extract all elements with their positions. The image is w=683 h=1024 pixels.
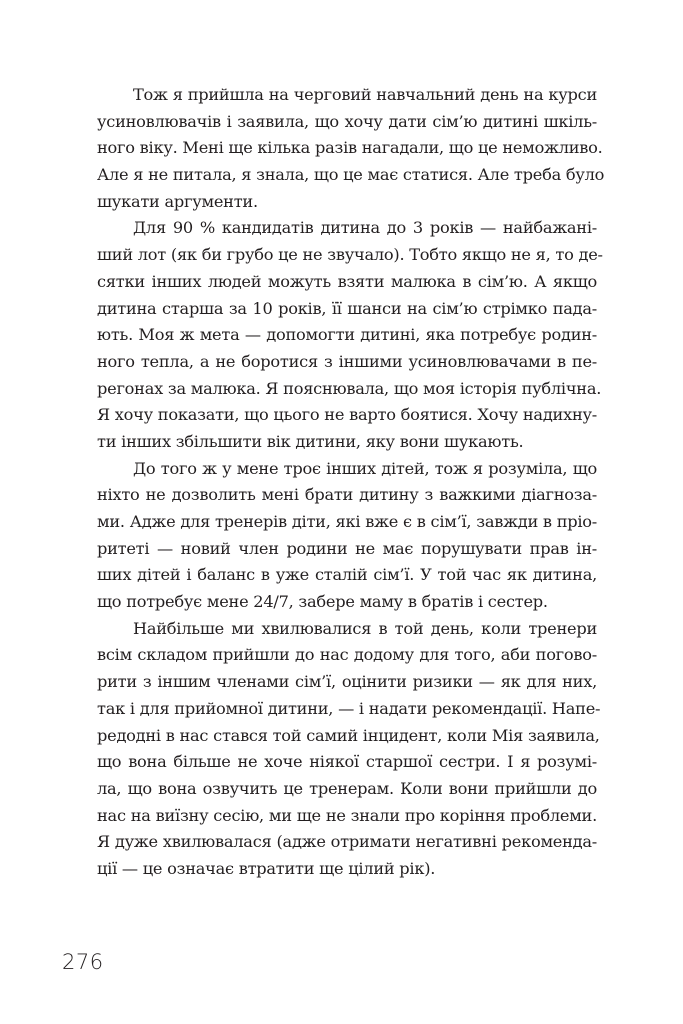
text-line: Найбільше ми хвилювалися в той день, коли тренери bbox=[133, 618, 597, 638]
paragraph bbox=[97, 616, 601, 883]
text-line: що вона більше не хоче ніякої старшої сестри. І я розумі- bbox=[97, 752, 597, 772]
text-line: всім складом прийшли до нас додому для того, аби погово- bbox=[97, 645, 597, 665]
text-line: сятки інших людей можуть взяти малюка в сім’ю. А якщо bbox=[97, 271, 597, 291]
text-line: До того ж у мене троє інших дітей, тож я розуміла, що bbox=[133, 458, 597, 478]
text-line: Я хочу показати, що цього не варто боятися. Хочу надихну- bbox=[97, 405, 597, 425]
text-line: ють. Моя ж мета — допомогти дитині, яка потребує родин- bbox=[97, 325, 597, 345]
text-line: Але я не питала, я знала, що це має статися. Але треба було bbox=[97, 165, 605, 185]
text-line: так і для прийомної дитини, — і надати рекомендації. Напе- bbox=[97, 698, 601, 718]
text-line: ших дітей і баланс в уже сталій сім’ї. У той час як дитина, bbox=[97, 565, 597, 585]
text-line: редодні в нас стався той самий інцидент, коли Мія заявила, bbox=[97, 725, 600, 745]
text-line: Для 90 % кандидатів дитина до 3 років — найбажані- bbox=[133, 218, 597, 238]
text-line: ший лот (як би грубо це не звучало). Тобто якщо не я, то де- bbox=[97, 245, 603, 265]
text-line: що потребує мене 24/7, забере маму в братів і сестер. bbox=[97, 592, 548, 612]
text-line: ніхто не дозволить мені брати дитину з важкими діагноза- bbox=[97, 485, 597, 505]
text-line: ритеті — новий член родини не має порушувати прав ін- bbox=[97, 538, 597, 558]
body-text bbox=[97, 82, 605, 883]
text-line: ми. Адже для тренерів діти, які вже є в сім’ї, завжди в пріо- bbox=[97, 512, 597, 531]
text-line: рити з іншим членами сім’ї, оцінити ризики — як для них, bbox=[97, 672, 597, 692]
text-line: нас на виїзну сесію, ми ще не знали про коріння проблеми. bbox=[97, 805, 597, 825]
paragraph bbox=[97, 456, 597, 616]
text-line: дитина старша за 10 років, її шанси на сім’ю стрімко пада- bbox=[97, 298, 597, 318]
text-line: ного віку. Мені ще кілька разів нагадали, що це неможливо. bbox=[97, 138, 603, 158]
paragraph bbox=[97, 82, 605, 215]
text-line: регонах за малюка. Я пояснювала, що моя історія публічна. bbox=[97, 378, 602, 398]
text-line: ла, що вона озвучить це тренерам. Коли вони прийшли до bbox=[97, 778, 597, 798]
text-line: Я дуже хвилювалася (адже отримати негативні рекоменда- bbox=[97, 832, 597, 852]
page-number: 276 bbox=[62, 950, 104, 974]
text-line: ти інших збільшити вік дитини, яку вони шукають. bbox=[97, 431, 524, 451]
text-line: ції — це означає втратити ще цілий рік). bbox=[97, 858, 436, 878]
text-line: ного тепла, а не боротися з іншими усиновлювачами в пе- bbox=[97, 351, 597, 371]
text-line: усиновлювачів і заявила, що хочу дати сім’ю дитині шкіль- bbox=[97, 111, 597, 131]
text-line: шукати аргументи. bbox=[97, 191, 258, 211]
paragraph bbox=[97, 215, 603, 455]
text-line: Тож я прийшла на черговий навчальний день на курси bbox=[133, 85, 597, 104]
